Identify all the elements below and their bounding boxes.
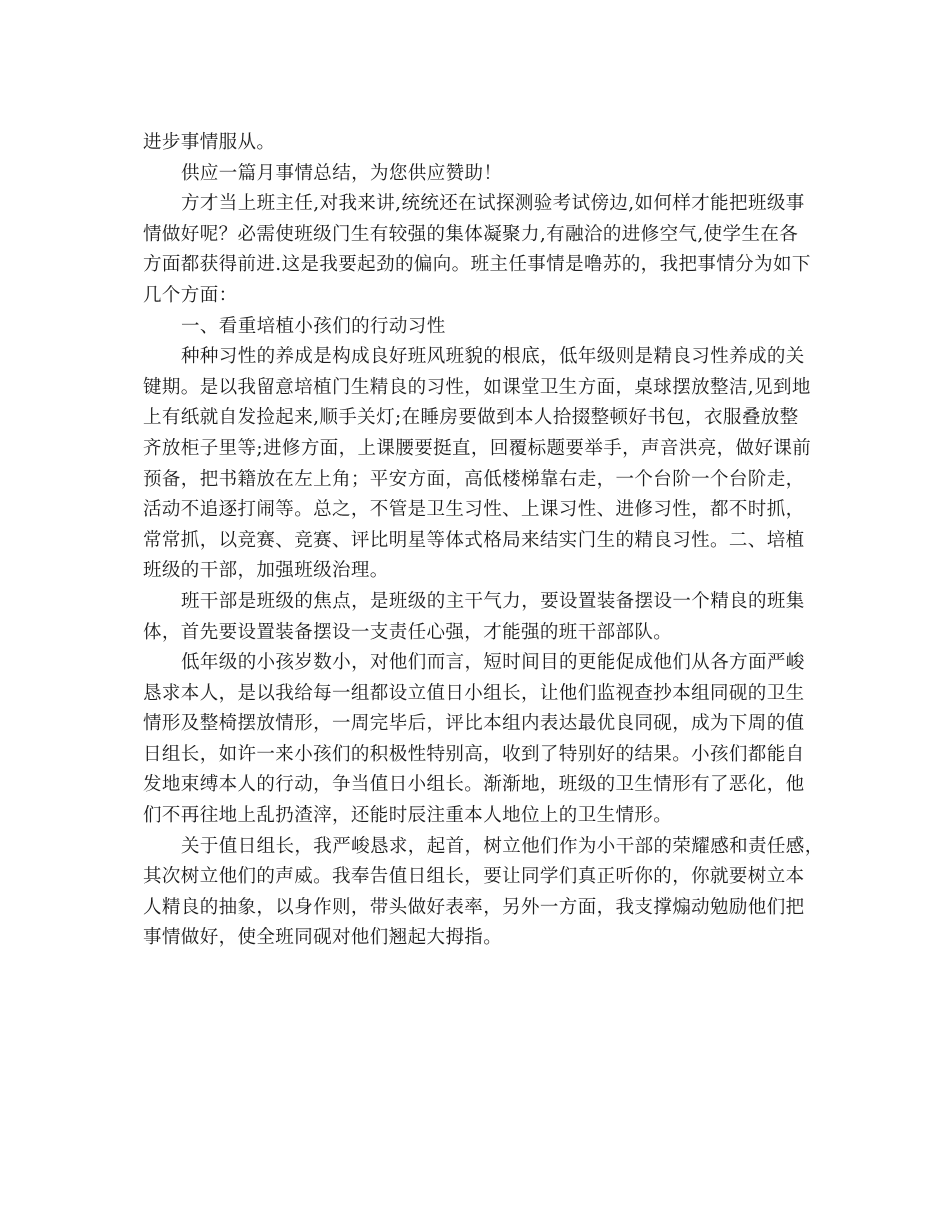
- text-line: 方面都获得前进.这是我要起劲的偏向。班主任事情是噜苏的，我把事情分为如下: [143, 254, 811, 276]
- text-line: 关于值日组长，我严峻恳求，起首，树立他们作为小干部的荣耀感和责任感，: [181, 835, 824, 857]
- text-line: 方才当上班主任,对我来讲,统统还在试探测验考试傍边,如何样才能把班级事: [181, 193, 805, 215]
- paragraph-1: [143, 128, 823, 159]
- document-page: [143, 128, 823, 954]
- text-line: 上有纸就自发捡起来,顺手关灯;在睡房要做到本人拾掇整顿好书包，衣服叠放整: [143, 407, 799, 429]
- text-line: 其次树立他们的声威。我奉告值日组长，要让同学们真正听你的，你就要树立本: [143, 866, 805, 888]
- paragraph-2: [143, 159, 823, 190]
- text-line: 一、看重培植小孩们的行动习性: [181, 315, 446, 337]
- section-heading-1: [143, 312, 823, 343]
- paragraph-6: [143, 648, 823, 832]
- text-line: 们不再往地上乱扔渣滓，还能时辰注重本人地位上的卫生情形。: [143, 805, 673, 827]
- text-line: 情做好呢？必需使班级门生有较强的集体凝聚力,有融洽的进修空气,使学生在各: [143, 223, 799, 245]
- text-line: 发地束缚本人的行动，争当值日小组长。渐渐地，班级的卫生情形有了恶化，他: [143, 774, 805, 796]
- paragraph-3: [143, 189, 823, 311]
- text-line: 键期。是以我留意培植门生精良的习性，如课堂卫生方面，桌球摆放整洁,见到地: [143, 376, 811, 398]
- text-line: 种种习性的养成是构成良好班风班貌的根底，低年级则是精良习性养成的关: [181, 346, 805, 368]
- paragraph-7: [143, 832, 823, 954]
- text-line: 齐放柜子里等;进修方面，上课腰要挺直，回覆标题要举手，声音洪亮，做好课前: [143, 437, 812, 459]
- paragraph-5: [143, 587, 823, 648]
- text-line: 班级的干部，加强班级治理。: [143, 560, 389, 582]
- text-line: 低年级的小孩岁数小，对他们而言，短时间目的更能促成他们从各方面严峻: [181, 652, 805, 674]
- text-line: 预备，把书籍放在左上角；平安方面，高低楼梯靠右走，一个台阶一个台阶走，: [143, 468, 805, 490]
- text-line: 常常抓，以竞赛、竞赛、评比明星等体式格局来结实门生的精良习性。二、培植: [143, 529, 805, 551]
- text-line: 日组长，如许一来小孩们的积极性特别高，收到了特别好的结果。小孩们都能自: [143, 743, 805, 765]
- paragraph-4: [143, 342, 823, 587]
- text-line: 恳求本人，是以我给每一组都设立值日小组长，让他们监视查抄本组同砚的卫生: [143, 682, 805, 704]
- text-line: 人精良的抽象，以身作则，带头做好表率，另外一方面，我支撑煽动勉励他们把: [143, 896, 805, 918]
- text-line: 体，首先要设置装备摆设一支责任心强，才能强的班干部部队。: [143, 621, 673, 643]
- text-line: 情形及整椅摆放情形，一周完毕后，评比本组内表达最优良同砚，成为下周的值: [143, 713, 805, 735]
- text-line: 班干部是班级的焦点，是班级的主干气力，要设置装备摆设一个精良的班集: [181, 590, 805, 612]
- text-line: 几个方面：: [143, 284, 238, 306]
- text-line: 活动不追逐打闹等。总之，不管是卫生习性、上课习性、进修习性，都不时抓，: [143, 499, 805, 521]
- text-line: 进步事情服从。: [143, 132, 276, 153]
- text-line: 事情做好，使全班同砚对他们翘起大拇指。: [143, 927, 503, 949]
- text-line: 供应一篇月事情总结，为您供应赞助！: [181, 162, 503, 184]
